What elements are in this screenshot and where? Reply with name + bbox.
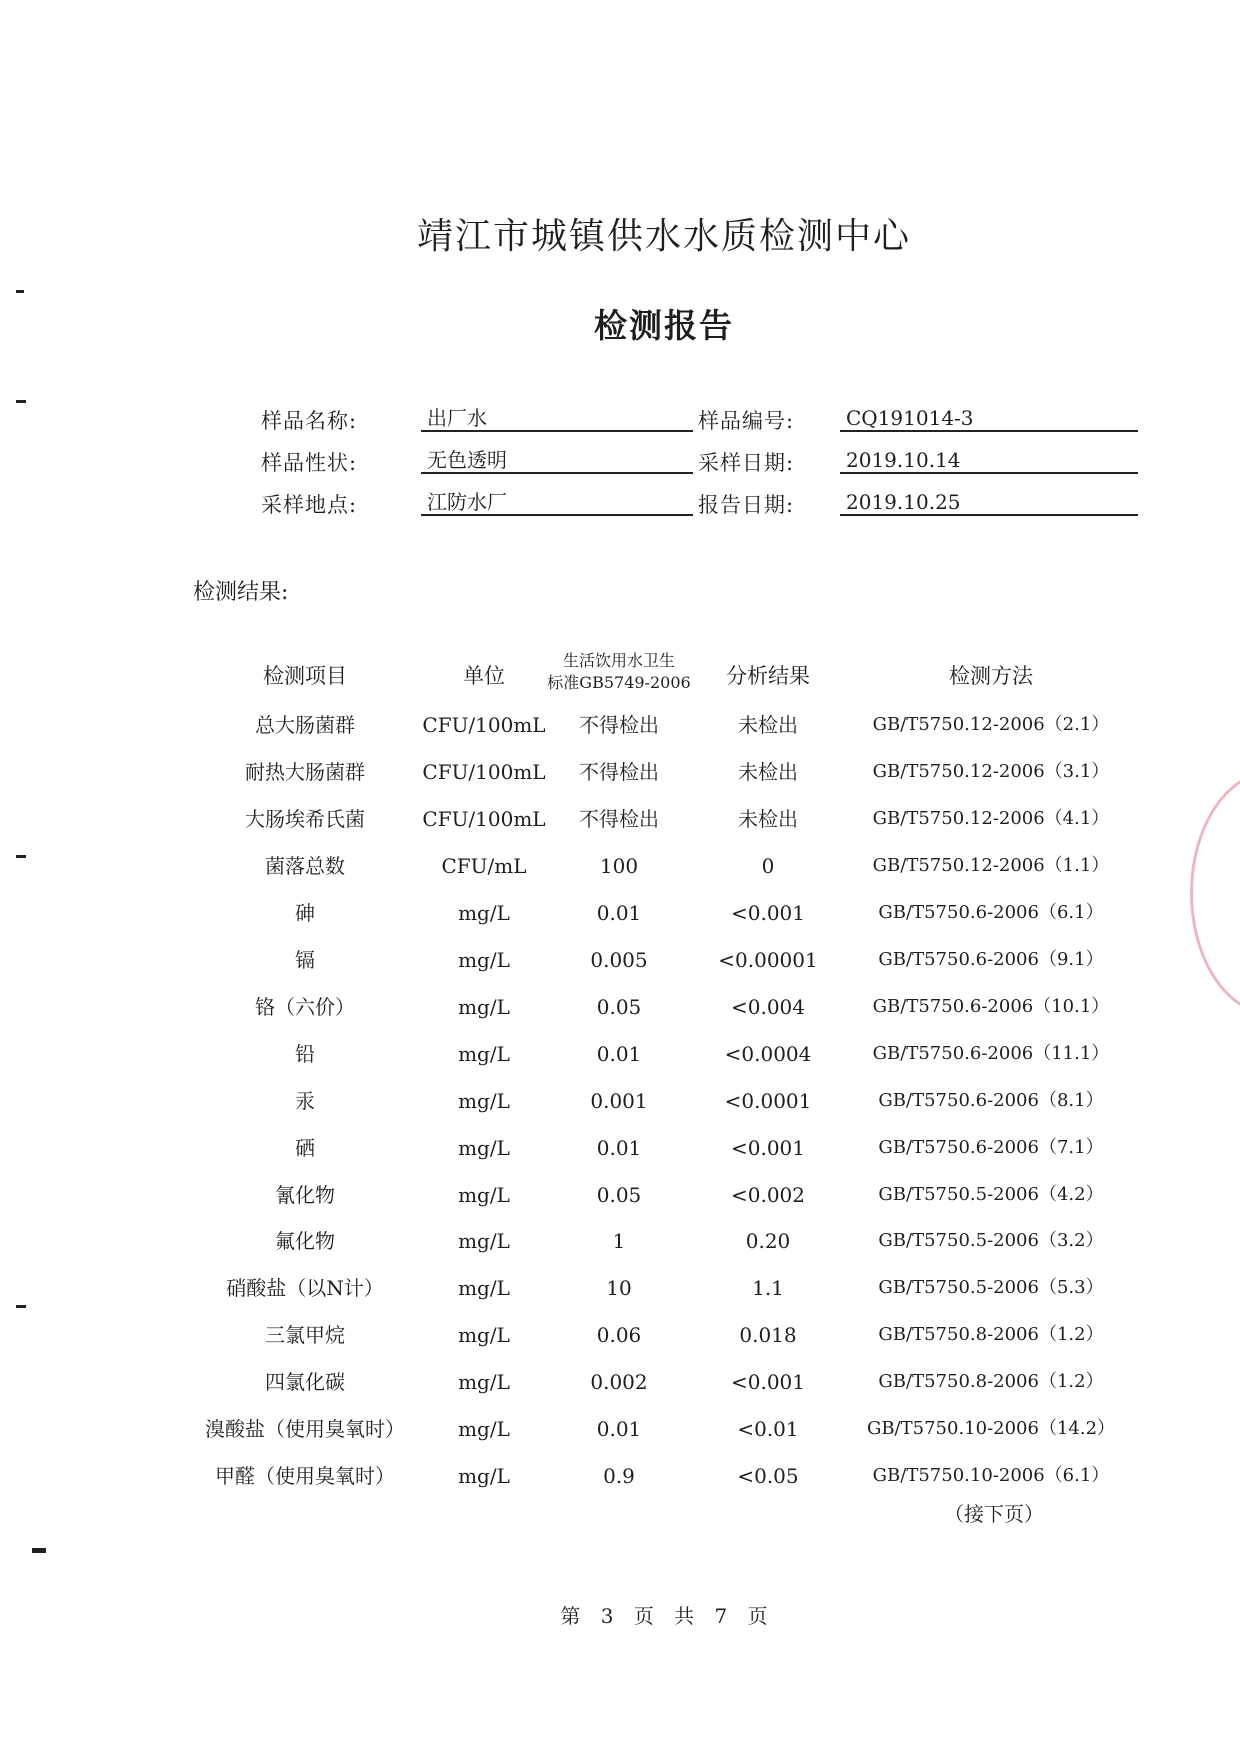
- sampling-location-value: 江防水厂: [421, 488, 693, 516]
- header-item: 检测项目: [263, 664, 347, 688]
- cell-result: <0.00001: [718, 948, 818, 972]
- report-date-value: 2019.10.25: [840, 488, 1138, 516]
- cell-unit: mg/L: [458, 1042, 510, 1066]
- cell-unit: mg/L: [458, 995, 510, 1019]
- cell-method: GB/T5750.5-2006（5.3）: [878, 1277, 1104, 1298]
- cell-item: 硒: [295, 1136, 315, 1160]
- cell-result: <0.001: [730, 901, 805, 925]
- cell-item: 耐热大肠菌群: [245, 760, 365, 784]
- scan-mark: [16, 400, 26, 403]
- scan-mark: [16, 1305, 26, 1308]
- cell-result: <0.05: [737, 1464, 799, 1488]
- cell-item: 溴酸盐（使用臭氧时）: [205, 1417, 405, 1441]
- cell-unit: mg/L: [458, 1323, 510, 1347]
- cell-result: <0.0004: [724, 1042, 812, 1066]
- cell-method: GB/T5750.12-2006（4.1）: [872, 808, 1110, 829]
- cell-standard: 1: [612, 1229, 626, 1253]
- continue-note: （接下页）: [944, 1502, 1044, 1526]
- cell-unit: mg/L: [458, 1089, 510, 1113]
- cell-item: 硝酸盐（以N计）: [226, 1276, 384, 1300]
- cell-item: 镉: [295, 948, 315, 972]
- header-result: 分析结果: [726, 664, 810, 688]
- cell-standard: 0.01: [596, 1042, 642, 1066]
- cell-unit: mg/L: [458, 1136, 510, 1160]
- cell-result: 未检出: [738, 713, 798, 737]
- cell-item: 总大肠菌群: [255, 713, 355, 737]
- cell-standard: 不得检出: [579, 807, 659, 831]
- cell-result: <0.002: [730, 1183, 805, 1207]
- red-seal-stamp: [1190, 770, 1240, 1016]
- cell-method: GB/T5750.6-2006（7.1）: [878, 1137, 1104, 1158]
- cell-item: 铅: [295, 1042, 315, 1066]
- cell-unit: CFU/100mL: [422, 760, 546, 784]
- cell-method: GB/T5750.5-2006（4.2）: [878, 1184, 1104, 1205]
- cell-standard: 0.01: [596, 1417, 642, 1441]
- cell-standard: 0.002: [590, 1370, 648, 1394]
- cell-method: GB/T5750.6-2006（9.1）: [878, 949, 1104, 970]
- cell-unit: mg/L: [458, 1464, 510, 1488]
- cell-method: GB/T5750.6-2006（6.1）: [878, 902, 1104, 923]
- cell-result: 未检出: [738, 807, 798, 831]
- cell-result: <0.001: [730, 1136, 805, 1160]
- report-date-label: 报告日期:: [698, 493, 795, 517]
- cell-method: GB/T5750.6-2006（11.1）: [872, 1043, 1110, 1064]
- cell-standard: 0.01: [596, 1136, 642, 1160]
- cell-standard: 0.001: [590, 1089, 648, 1113]
- sample-number-label: 样品编号:: [698, 409, 795, 433]
- cell-standard: 不得检出: [579, 760, 659, 784]
- cell-method: GB/T5750.12-2006（2.1）: [872, 714, 1110, 735]
- cell-standard: 不得检出: [579, 713, 659, 737]
- cell-method: GB/T5750.8-2006（1.2）: [878, 1324, 1104, 1345]
- sample-name-value: 出厂水: [421, 404, 693, 432]
- cell-unit: mg/L: [458, 1276, 510, 1300]
- header-standard-line2: 标准GB5749-2006: [547, 673, 691, 692]
- cell-unit: CFU/100mL: [422, 807, 546, 831]
- page-number: 第 3 页 共 7 页: [560, 1604, 768, 1628]
- cell-method: GB/T5750.12-2006（1.1）: [872, 855, 1110, 876]
- scan-mark: [16, 855, 26, 858]
- cell-standard: 0.01: [596, 901, 642, 925]
- cell-result: <0.004: [730, 995, 805, 1019]
- cell-unit: mg/L: [458, 948, 510, 972]
- sample-state-label: 样品性状:: [261, 451, 358, 475]
- cell-result: 未检出: [738, 760, 798, 784]
- cell-unit: mg/L: [458, 1417, 510, 1441]
- cell-result: 0: [761, 854, 775, 878]
- sampling-date-value: 2019.10.14: [840, 446, 1138, 474]
- cell-unit: mg/L: [458, 1370, 510, 1394]
- cell-item: 氟化物: [275, 1229, 335, 1253]
- cell-method: GB/T5750.12-2006（3.1）: [872, 761, 1110, 782]
- cell-item: 汞: [295, 1089, 315, 1113]
- header-unit: 单位: [463, 664, 505, 688]
- cell-item: 三氯甲烷: [265, 1323, 345, 1347]
- cell-standard: 0.05: [596, 995, 642, 1019]
- sample-name-label: 样品名称:: [261, 409, 358, 433]
- cell-result: <0.001: [730, 1370, 805, 1394]
- cell-result: <0.0001: [724, 1089, 812, 1113]
- cell-unit: mg/L: [458, 1183, 510, 1207]
- results-section-label: 检测结果:: [193, 580, 289, 605]
- sampling-date-label: 采样日期:: [698, 451, 795, 475]
- cell-item: 砷: [295, 901, 315, 925]
- cell-result: 0.20: [745, 1229, 791, 1253]
- cell-item: 铬（六价）: [255, 995, 355, 1019]
- sample-number-value: CQ191014-3: [840, 404, 1138, 432]
- cell-item: 氰化物: [275, 1183, 335, 1207]
- report-title: 检测报告: [594, 306, 734, 345]
- sampling-location-label: 采样地点:: [261, 493, 358, 517]
- cell-unit: CFU/100mL: [422, 713, 546, 737]
- cell-result: <0.01: [737, 1417, 799, 1441]
- cell-method: GB/T5750.8-2006（1.2）: [878, 1371, 1104, 1392]
- cell-standard: 0.06: [596, 1323, 642, 1347]
- scan-mark: [32, 1548, 46, 1553]
- header-standard-line1: 生活饮用水卫生: [562, 651, 675, 670]
- scan-mark: [16, 290, 24, 293]
- cell-standard: 10: [606, 1276, 632, 1300]
- cell-method: GB/T5750.10-2006（6.1）: [872, 1465, 1110, 1486]
- cell-item: 四氯化碳: [265, 1370, 345, 1394]
- cell-unit: CFU/mL: [441, 854, 527, 878]
- cell-item: 大肠埃希氏菌: [245, 807, 365, 831]
- cell-unit: mg/L: [458, 1229, 510, 1253]
- cell-standard: 0.9: [603, 1464, 635, 1488]
- cell-standard: 0.005: [590, 948, 648, 972]
- cell-unit: mg/L: [458, 901, 510, 925]
- cell-result: 1.1: [752, 1276, 784, 1300]
- cell-standard: 100: [599, 854, 639, 878]
- cell-item: 甲醛（使用臭氧时）: [215, 1464, 395, 1488]
- organization-name: 靖江市城镇供水水质检测中心: [416, 216, 911, 257]
- cell-method: GB/T5750.6-2006（10.1）: [872, 996, 1110, 1017]
- cell-result: 0.018: [739, 1323, 797, 1347]
- header-standard: [536, 650, 702, 694]
- cell-method: GB/T5750.5-2006（3.2）: [878, 1230, 1104, 1251]
- cell-item: 菌落总数: [265, 854, 345, 878]
- cell-method: GB/T5750.6-2006（8.1）: [878, 1090, 1104, 1111]
- cell-standard: 0.05: [596, 1183, 642, 1207]
- header-method: 检测方法: [949, 664, 1033, 688]
- sample-state-value: 无色透明: [421, 446, 693, 474]
- cell-method: GB/T5750.10-2006（14.2）: [866, 1418, 1116, 1439]
